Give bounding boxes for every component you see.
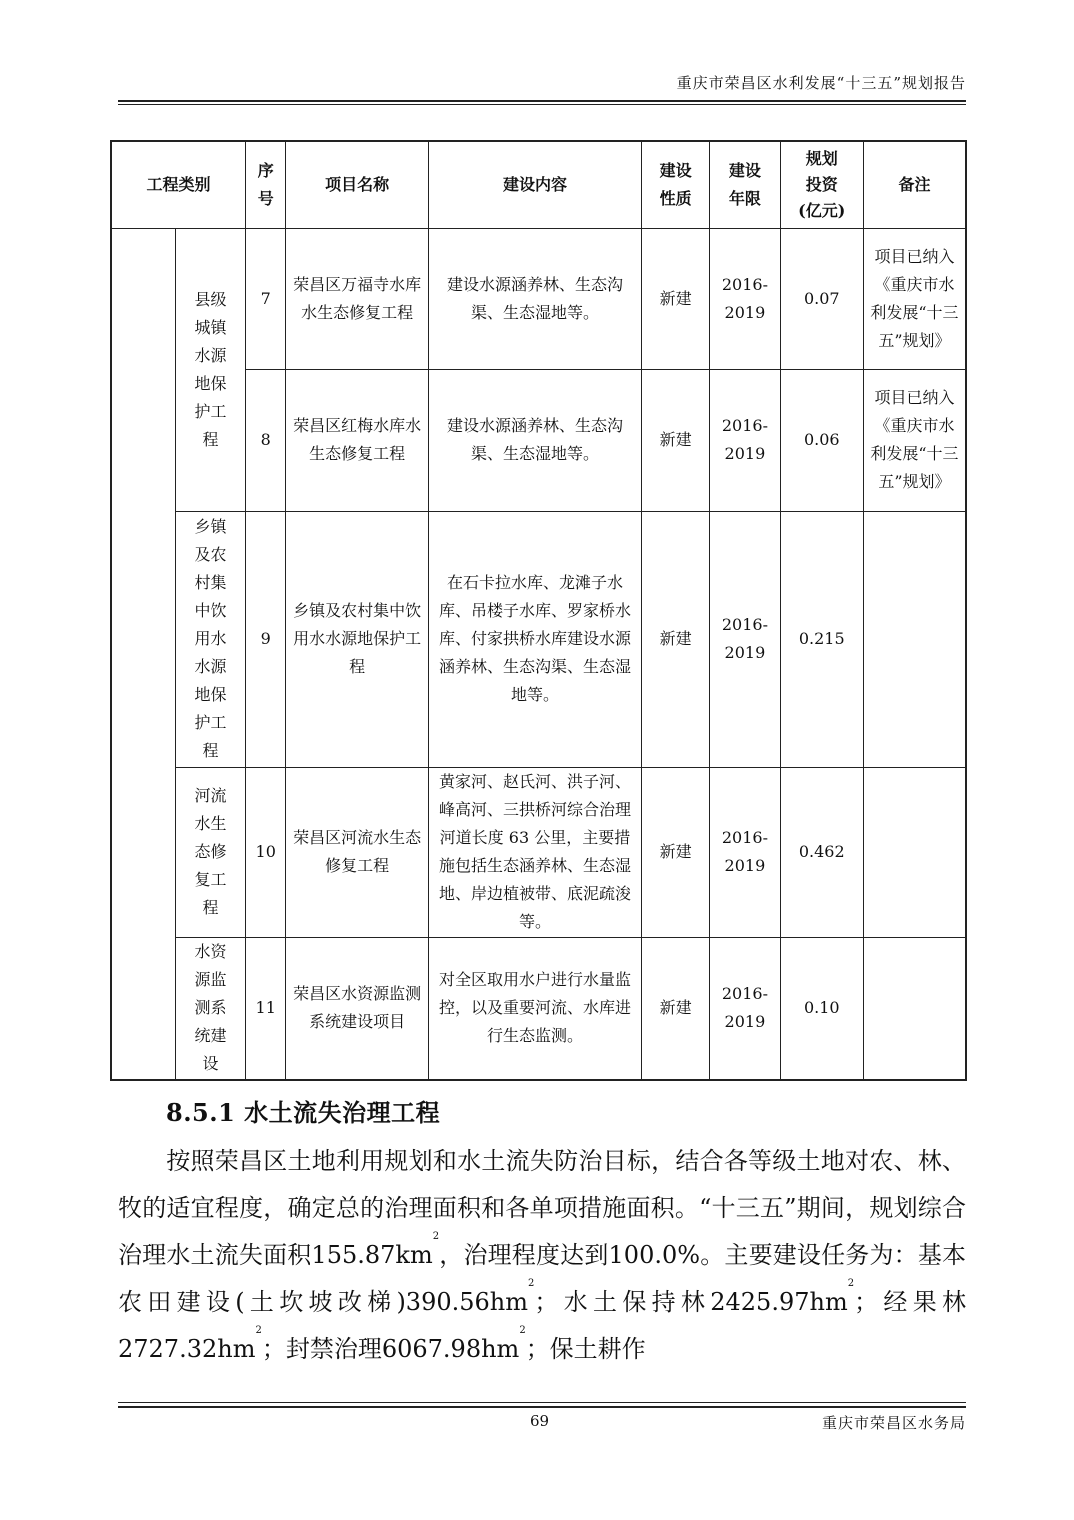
table-row <box>111 767 966 937</box>
header-name: 项目名称 <box>286 141 429 228</box>
row-content: 建设水源涵养林、生态沟渠、生态湿地等。 <box>428 369 641 511</box>
row-period: 2016- 2019 <box>710 369 780 511</box>
row-period: 2016- 2019 <box>710 767 780 937</box>
row-note <box>863 511 966 767</box>
row-invest: 0.10 <box>780 937 863 1080</box>
outer-category-cell <box>111 228 175 1080</box>
page-header: 重庆市荣昌区水利发展“十三五”规划报告 <box>676 74 966 92</box>
row-no: 8 <box>246 369 286 511</box>
footer-rule <box>118 1406 966 1408</box>
row-no: 9 <box>246 511 286 767</box>
para-text: ；水土保持林2425.97hm <box>534 1288 848 1316</box>
row-name: 乡镇及农村集中饮用水水源地保护工程 <box>286 511 429 767</box>
section-title: 8.5.1 水土流失治理工程 <box>166 1098 441 1127</box>
header-period: 建设 年限 <box>710 141 780 228</box>
header-invest: 规划 投资 (亿元) <box>780 141 863 228</box>
row-nature: 新建 <box>641 767 709 937</box>
row-name: 荣昌区河流水生态修复工程 <box>286 767 429 937</box>
group-label: 水资 源监 测系 统建 设 <box>175 937 245 1080</box>
para-text: ；保土耕作 <box>525 1335 646 1363</box>
row-note <box>863 767 966 937</box>
row-nature: 新建 <box>641 511 709 767</box>
row-nature: 新建 <box>641 937 709 1080</box>
row-period: 2016- 2019 <box>710 937 780 1080</box>
page-number: 69 <box>530 1412 550 1430</box>
row-content: 建设水源涵养林、生态沟渠、生态湿地等。 <box>428 228 641 369</box>
row-invest: 0.06 <box>780 369 863 511</box>
group-label: 乡镇 及农 村集 中饮 用水 水源 地保 护工 程 <box>175 511 245 767</box>
row-note <box>863 937 966 1080</box>
para-text: ，治理程度达到100.0%。主要建设任务为：基本农田建设(土坎坡改梯)390.56hm <box>118 1241 967 1316</box>
row-content: 对全区取用水户进行水量监控，以及重要河流、水库进行生态监测。 <box>428 937 641 1080</box>
superscript: 2 <box>255 1325 262 1336</box>
row-no: 7 <box>246 228 286 369</box>
para-text: ；封禁治理6067.98hm <box>261 1335 520 1363</box>
header-nature: 建设 性质 <box>641 141 709 228</box>
body-paragraph <box>118 1138 966 1373</box>
superscript: 2 <box>519 1325 526 1336</box>
para-text: ；经果林2727.32hm <box>118 1288 967 1363</box>
row-no: 11 <box>246 937 286 1080</box>
superscript: 2 <box>432 1231 440 1242</box>
table-row <box>111 228 966 369</box>
superscript: 2 <box>528 1278 535 1289</box>
header-content: 建设内容 <box>428 141 641 228</box>
row-name: 荣昌区红梅水库水生态修复工程 <box>286 369 429 511</box>
footer-org: 重庆市荣昌区水务局 <box>821 1414 966 1432</box>
row-nature: 新建 <box>641 369 709 511</box>
header-note: 备注 <box>863 141 966 228</box>
row-invest: 0.07 <box>780 228 863 369</box>
row-note: 项目已纳入《重庆市水利发展“十三五”规划》 <box>863 228 966 369</box>
row-content: 黄家河、赵氏河、洪子河、峰高河、三拱桥河综合治理河道长度 63 公里，主要措施包括生态涵养林、生态湿地、岸边植被带、底泥疏浚等。 <box>428 767 641 937</box>
header-category: 工程类别 <box>111 141 246 228</box>
project-table <box>110 140 967 1081</box>
table-row <box>111 511 966 767</box>
row-period: 2016- 2019 <box>710 228 780 369</box>
row-name: 荣昌区水资源监测系统建设项目 <box>286 937 429 1080</box>
table-header-row <box>111 141 966 228</box>
footer-rule-thin <box>118 1402 966 1403</box>
row-invest: 0.462 <box>780 767 863 937</box>
header-no: 序 号 <box>246 141 286 228</box>
row-content: 在石卡拉水库、龙滩子水库、吊楼子水库、罗家桥水库、付家拱桥水库建设水源涵养林、生态沟渠、生态湿地等。 <box>428 511 641 767</box>
group-label: 县级 城镇 水源 地保 护工 程 <box>175 228 245 511</box>
row-name: 荣昌区万福寺水库水生态修复工程 <box>286 228 429 369</box>
row-period: 2016- 2019 <box>710 511 780 767</box>
header-rule-thin <box>118 104 966 105</box>
row-no: 10 <box>246 767 286 937</box>
para-text: 按照荣昌区土地利用规划和水土流失防治目标，结合各等级土地对农、林、牧的适宜程度，确定总的治理面积和各单项措施面积。“十三五”期间，规划综合治理水土流失面积155.87km <box>118 1147 966 1269</box>
superscript: 2 <box>847 1278 855 1289</box>
table-row <box>111 937 966 1080</box>
row-invest: 0.215 <box>780 511 863 767</box>
group-label: 河流 水生 态修 复工 程 <box>175 767 245 937</box>
row-nature: 新建 <box>641 228 709 369</box>
row-note: 项目已纳入《重庆市水利发展“十三五”规划》 <box>863 369 966 511</box>
header-rule <box>118 100 966 102</box>
